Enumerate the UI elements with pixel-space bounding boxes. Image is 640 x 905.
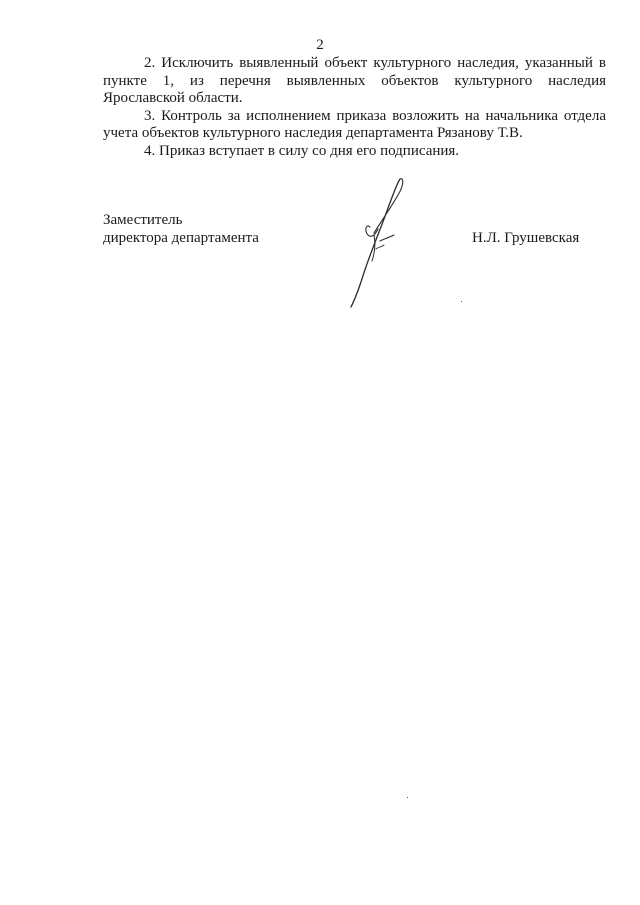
signer-title-line-2: директора департамента — [103, 230, 259, 246]
paragraph-3: 3. Контроль за исполнением приказа возложить на начальника отдела учета объектов культурного наследия департамента Рязанову Т.В. — [103, 107, 606, 141]
paragraph-2-tail: Ярославской области. — [103, 90, 243, 106]
scan-speck — [461, 301, 462, 302]
paragraph-4: 4. Приказ вступает в силу со дня его подписания. — [144, 142, 460, 159]
paragraph-2-lead: 2. Исключить выявленный объект культурного наследия, указанный в пункте 1, из перечня выявленных объектов культурного наследия — [103, 55, 606, 89]
signer-title — [103, 211, 259, 247]
handwritten-signature — [340, 175, 420, 310]
signer-title-line-1: Заместитель — [103, 212, 183, 228]
paragraph-2 — [103, 55, 606, 108]
document-body — [103, 55, 606, 160]
page-number: 2 — [316, 37, 324, 53]
signer-name: Н.Л. Грушевская — [472, 230, 580, 246]
scan-speck — [407, 797, 408, 798]
